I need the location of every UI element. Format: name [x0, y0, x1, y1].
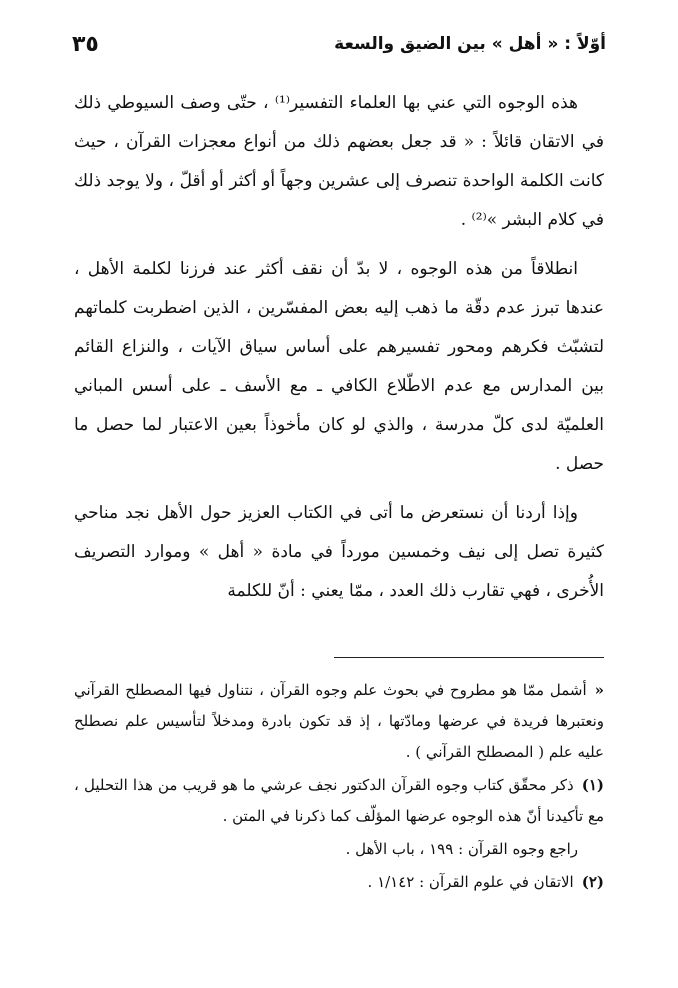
- paragraph-3: وإذا أردنا أن نستعرض ما أتى في الكتاب العزيز حول الأهل نجد مناحي كثيرة تصل إلى نيف وخمسين مورداً في مادة « أهل » وموارد التصريف الأُخرى ، فهي تقارب ذلك العدد ، ممّا يعني : أنّ للكلمة: [74, 503, 604, 601]
- footnote-separator: [334, 657, 604, 658]
- chapter-heading: أوّلاً : « أهل » بين الضيق والسعة: [334, 34, 606, 54]
- footnote-continued-text: أشمل ممّا هو مطروح في بحوث علم وجوه القرآن ، نتناول فيها المصطلح القرآني ونعتبرها فريدة في عرضها ومادّتها ، إذ قد تكون بادرة ومدخلاً لتأسيس علم نصطلح عليه علم ( المصطلح القرآني ) .: [74, 681, 604, 761]
- footnote-2-text: الاتقان في علوم القرآن : ١/١٤٢ .: [367, 873, 574, 891]
- main-text: [74, 84, 604, 621]
- footnote-1-reference: راجع وجوه القرآن : ١٩٩ ، باب الأهل .: [345, 840, 578, 858]
- paragraph-1: هذه الوجوه التي عني بها العلماء التفسير⁽¹⁾ ، حتّى وصف السيوطي ذلك في الاتقان قائلاً : « قد جعل بعضهم ذلك من أنواع معجزات القرآن ، حيث كانت الكلمة الواحدة تنصرف إلى عشرين وجهاً أو أكثر أو أقلّ ، ولا يوجد ذلك في كلام البشر »⁽²⁾ .: [74, 93, 604, 230]
- footnote-2: [74, 867, 604, 898]
- paragraph-2: انطلاقاً من هذه الوجوه ، لا بدّ أن نقف أكثر عند فرزنا لكلمة الأهل ، عندها تبرز عدم دقّة ما ذهب إليه بعض المفسّرين ، الذين اضطربت كلماتهم لتشبّث فكرهم ومحور تفسيرهم على أساس سياق الآيات ، والنزاع القائم بين المدارس مع عدم الاطّلاع الكافي ـ مع الأسف ـ على أسس المباني العلميّة لدى كلّ مدرسة ، والذي لو كان مأخوذاً بعين الاعتبار لما حصل ما حصل .: [74, 259, 604, 474]
- footnotes: [74, 675, 604, 900]
- footnote-continued: [74, 675, 604, 768]
- page-number: ٣٥: [72, 32, 99, 57]
- footnote-1: [74, 770, 604, 832]
- running-head: [72, 32, 606, 66]
- continuation-mark: «: [594, 681, 604, 699]
- footnote-2-mark: (٢): [581, 873, 604, 891]
- footnote-1-mark: (١): [581, 776, 604, 794]
- footnote-1-text: ذكر محقّق كتاب وجوه القرآن الدكتور نجف عرشي ما هو قريب من هذا التحليل ، مع تأكيدنا أنّ هذه الوجوه عرضها المؤلّف كما ذكرنا في المتن .: [74, 776, 604, 825]
